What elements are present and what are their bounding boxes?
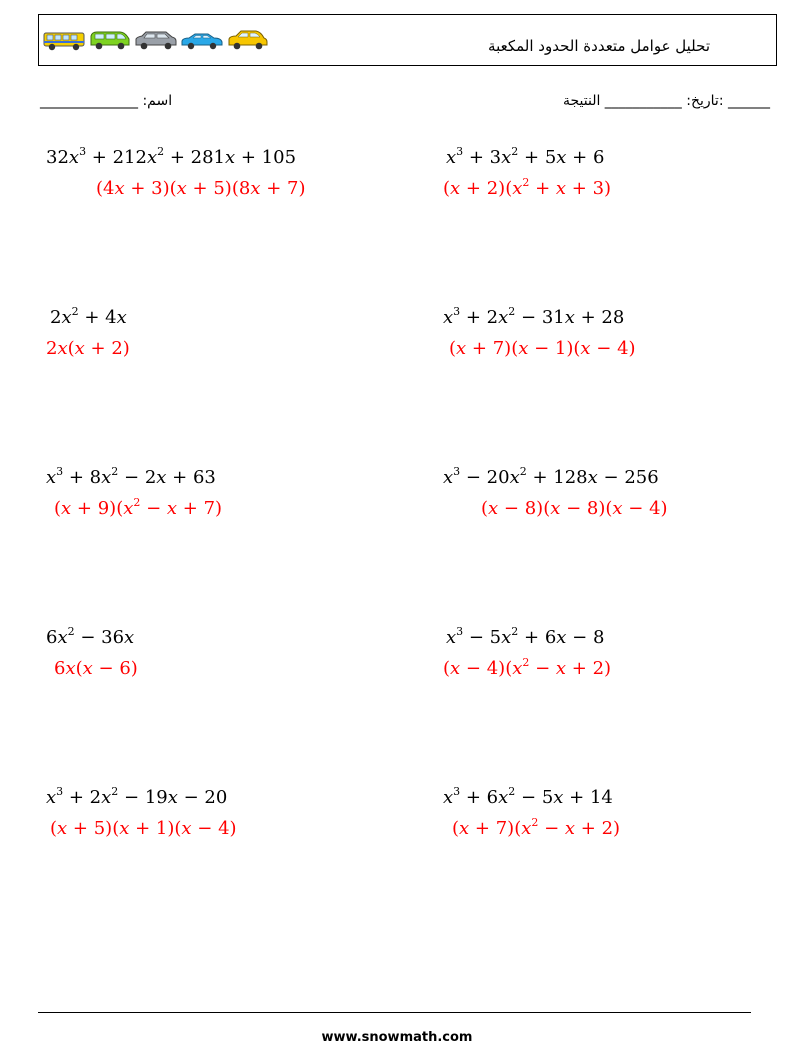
problem-answer: 6x(x − 6) xyxy=(54,658,138,679)
date-score-field: ______ :تاريخ: ___________ النتيجة xyxy=(562,93,770,109)
problem-expression: $x^3 - 5x^2 + 6x - 8$ xyxy=(446,625,605,648)
problem-answer: (x − 8)(x − 8)(x − 4) xyxy=(481,498,668,519)
footer-url: www.snowmath.com xyxy=(321,1030,473,1045)
problem-expression: $2x^2 + 4x$ xyxy=(50,305,127,328)
problem-answer: $(x + 9)(x^2 - x + 7)$ xyxy=(54,496,223,519)
problem-answer: $(x - 4)(x^2 - x + 2)$ xyxy=(443,656,612,679)
problem-expression: $x^3 + 2x^2 - 31x + 28$ xyxy=(443,305,625,328)
problem-answer: (x + 7)(x − 1)(x − 4) xyxy=(449,338,636,359)
car-icons-row xyxy=(42,28,270,52)
worksheet-title: تحليل عوامل متعددة الحدود المكعبة xyxy=(488,37,710,55)
worksheet-header xyxy=(38,14,777,66)
footer-divider xyxy=(38,1012,751,1013)
problem-expression: $x^3 + 6x^2 - 5x + 14$ xyxy=(443,785,613,808)
problem-expression: $x^3 + 2x^2 - 19x - 20$ xyxy=(46,785,228,808)
problem-answer: 2x(x + 2) xyxy=(46,338,130,359)
hatchback-icon xyxy=(226,28,270,52)
van-icon xyxy=(88,28,132,52)
problem-answer: (4x + 3)(x + 5)(8x + 7) xyxy=(96,178,306,199)
suv-icon xyxy=(134,28,178,52)
problem-expression: $6x^2 - 36x$ xyxy=(46,625,135,648)
problem-expression: $x^3 - 20x^2 + 128x - 256$ xyxy=(443,465,659,488)
problem-answer: $(x + 2)(x^2 + x + 3)$ xyxy=(443,176,612,199)
problem-answer: $(x + 7)(x^2 - x + 2)$ xyxy=(452,816,621,839)
problem-expression: $x^3 + 8x^2 - 2x + 63$ xyxy=(46,465,216,488)
name-field: اسم: ______________ xyxy=(40,93,173,109)
bus-icon xyxy=(42,28,86,52)
problem-expression: $32x^3 + 212x^2 + 281x + 105$ xyxy=(46,145,297,168)
problem-expression: $x^3 + 3x^2 + 5x + 6$ xyxy=(446,145,605,168)
problem-answer: (x + 5)(x + 1)(x − 4) xyxy=(50,818,237,839)
sedan-icon xyxy=(180,28,224,52)
